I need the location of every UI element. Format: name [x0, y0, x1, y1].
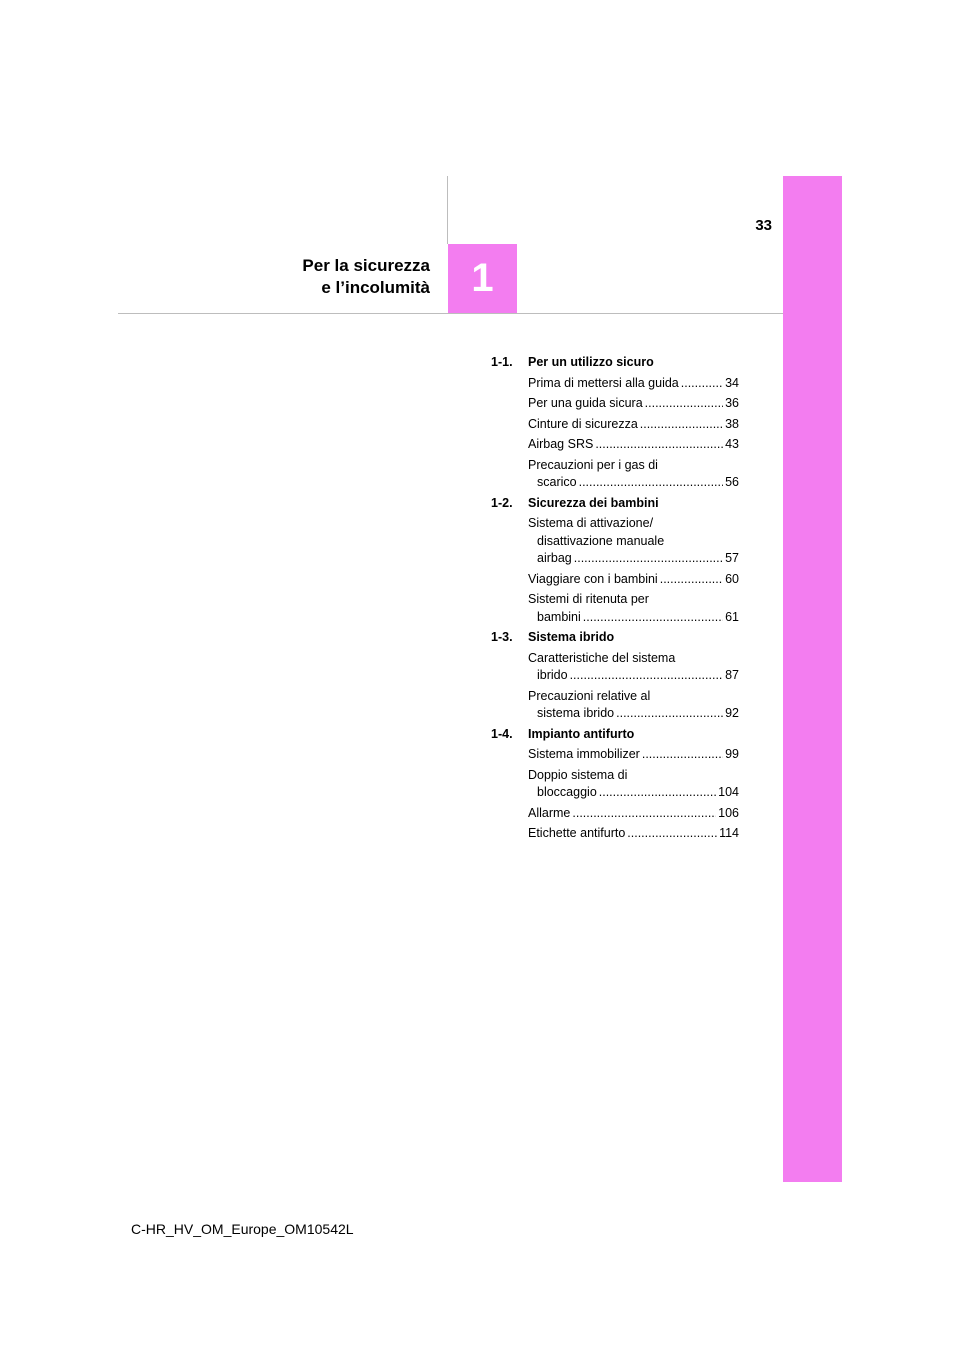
toc-entry-text: Doppio sistema di [528, 767, 628, 782]
toc-dot-leader [579, 474, 724, 492]
toc-section-number: 1-2. [491, 495, 513, 510]
toc-dot-leader [570, 667, 724, 685]
toc-entry-row [528, 746, 739, 764]
toc-entry-row [528, 609, 739, 627]
toc-section-number: 1-1. [491, 355, 513, 369]
toc-entry-text: ibrido [537, 668, 568, 682]
chapter-number-box: 1 [448, 244, 517, 313]
toc-entry-text: Sistema immobilizer [528, 747, 640, 761]
toc-entry-row [528, 705, 739, 723]
toc-dot-leader [574, 550, 723, 568]
toc-entry-text: Per una guida sicura [528, 396, 643, 410]
toc-entry-page: 38 [725, 416, 739, 431]
toc-entry-page: 92 [725, 706, 739, 720]
toc-section [491, 726, 739, 843]
toc-section-title: Sistema ibrido [528, 630, 615, 644]
toc-entry-text: Allarme [528, 805, 571, 820]
toc-entry[interactable] [528, 805, 739, 823]
toc-entry-page: 114 [719, 826, 739, 840]
toc-entry-text: bambini [537, 609, 581, 624]
toc-entry-text: airbag [537, 551, 572, 565]
toc-entry-row [528, 416, 739, 434]
toc-entry-text: Prima di mettersi alla guida [528, 375, 679, 390]
toc-entry-row [528, 667, 739, 685]
toc-section-title: Sicurezza dei bambini [528, 495, 659, 510]
toc-entry-text: scarico [537, 475, 577, 489]
header-vertical-rule [447, 176, 448, 244]
toc-entry-row [528, 550, 739, 568]
toc-entry-row [528, 825, 739, 843]
toc-entry-row [528, 571, 739, 589]
toc-entry[interactable] [528, 688, 739, 723]
toc-entry-page: 99 [725, 747, 739, 761]
toc-entry-row [528, 375, 739, 393]
toc-entry-row [528, 395, 739, 413]
toc-entry[interactable] [528, 436, 739, 454]
toc-section-heading[interactable] [491, 629, 739, 647]
toc-entry-text: sistema ibrido [537, 706, 615, 720]
toc-dot-leader [642, 746, 723, 764]
toc-dot-leader [572, 805, 716, 823]
toc-section-number: 1-3. [491, 630, 513, 644]
toc-dot-leader [627, 825, 717, 843]
chapter-title-line-1: Per la sicurezza [302, 256, 430, 275]
toc-entry[interactable] [528, 416, 739, 434]
chapter-side-tab [783, 176, 842, 1182]
toc-entry-page: 87 [725, 668, 739, 682]
header-horizontal-rule [118, 313, 783, 314]
toc-dot-leader [616, 705, 723, 723]
toc-entry[interactable] [528, 591, 739, 626]
toc-entry-row [528, 805, 739, 823]
toc-section [491, 495, 739, 627]
toc-entry[interactable] [528, 515, 739, 568]
toc-entry[interactable] [528, 571, 739, 589]
toc-entry-text: Precauzioni per i gas di [528, 457, 658, 472]
toc-entry-text: Sistemi di ritenuta per [528, 592, 649, 606]
toc-dot-leader [645, 395, 723, 413]
toc-entry-text: Caratteristiche del sistema [528, 650, 676, 665]
toc-entry[interactable] [528, 375, 739, 393]
toc-entry-text: bloccaggio [537, 785, 597, 799]
toc-entry-row [528, 784, 739, 802]
toc-entry-text: disattivazione manuale [537, 533, 665, 548]
toc-dot-leader [640, 416, 723, 434]
toc-entry[interactable] [528, 650, 739, 685]
toc-entry-text: Precauzioni relative al [528, 688, 651, 703]
toc-entry-row [528, 474, 739, 492]
chapter-title-line-2: e l’incolumità [321, 278, 430, 297]
page-number: 33 [755, 217, 772, 234]
toc-entry-page: 61 [725, 609, 739, 624]
toc-section-heading[interactable] [491, 354, 739, 372]
footer-document-code: C-HR_HV_OM_Europe_OM10542L [131, 1221, 354, 1237]
toc-entry[interactable] [528, 457, 739, 492]
toc-section-title: Impianto antifurto [528, 726, 635, 741]
toc-entry-page: 56 [725, 475, 739, 489]
toc-entry-page: 34 [725, 375, 739, 390]
toc-entry-row [528, 436, 739, 454]
table-of-contents [491, 354, 739, 846]
toc-entry-text: Cinture di sicurezza [528, 416, 638, 431]
toc-entry-page: 43 [725, 437, 739, 451]
toc-section-title: Per un utilizzo sicuro [528, 355, 654, 369]
toc-entry[interactable] [528, 746, 739, 764]
toc-section-heading[interactable] [491, 726, 739, 744]
toc-dot-leader [595, 436, 723, 454]
toc-entry-page: 106 [718, 805, 739, 820]
toc-entry-text: Sistema di attivazione/ [528, 516, 654, 530]
toc-entry-page: 60 [725, 571, 739, 586]
toc-dot-leader [599, 784, 716, 802]
toc-section-heading[interactable] [491, 495, 739, 513]
toc-entry-page: 104 [718, 785, 739, 799]
toc-entry-text: Airbag SRS [528, 437, 594, 451]
toc-entry-page: 57 [725, 551, 739, 565]
toc-entry-text: Viaggiare con i bambini [528, 571, 658, 586]
toc-section-number: 1-4. [491, 726, 513, 741]
toc-dot-leader [583, 609, 723, 627]
toc-entry-text: Etichette antifurto [528, 826, 626, 840]
toc-section [491, 354, 739, 492]
toc-entry[interactable] [528, 825, 739, 843]
toc-entry[interactable] [528, 395, 739, 413]
toc-section [491, 629, 739, 723]
toc-entry-page: 36 [725, 396, 739, 410]
chapter-title [302, 255, 430, 299]
toc-dot-leader [660, 571, 723, 589]
toc-entry[interactable] [528, 767, 739, 802]
toc-dot-leader [681, 375, 723, 393]
